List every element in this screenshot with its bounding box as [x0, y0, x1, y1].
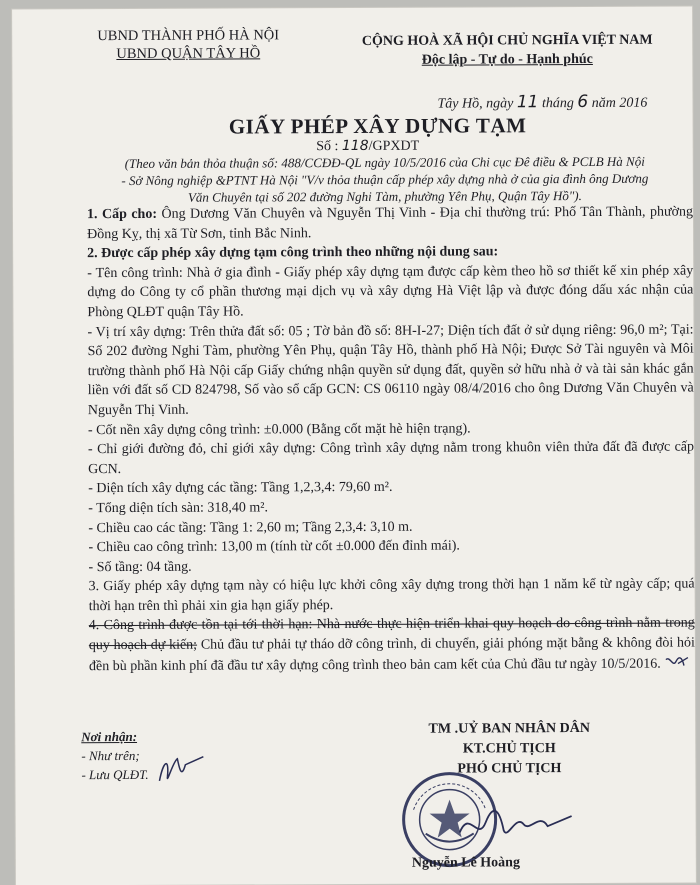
- number-value: 118: [341, 137, 369, 155]
- issuing-agency: [88, 26, 288, 63]
- national-motto: [312, 30, 700, 70]
- recipient-item: - Như trên;: [81, 747, 140, 764]
- section-2-item: - Tổng diện tích sàn: 318,40 m².: [88, 500, 269, 517]
- date-month: 6: [577, 91, 589, 113]
- section-2-item: - Chiều cao công trình: 13,00 m (tính từ cốt ±0.000 đến đỉnh mái).: [88, 538, 460, 556]
- section-4: [89, 614, 695, 676]
- date-year: năm 2016: [591, 95, 648, 111]
- issue-date: [437, 92, 647, 113]
- section-2-item: - Vị trí xây dựng: Trên thửa đất số: 05 ; Tờ bản đồ số: 8H-I-27; Diện tích đất ở sử dụng riêng: 96,0 m²; Tại: Số 202 đường Nghi Tàm, phường Yên Phụ, quận Tây Hồ, thành phố Hà Nội; Được Sở Tài nguyên và Môi trường thành phố Hà Nội cấp Giấy chứng nhận quyền sử dụng đất, quyền sở hữu nhà ở và tài sản khác gắn liền với đất số CD 824798, Số vào sổ cấp GCN: CS 06110 ngày 08/4/2016 cho ông Dương Văn Chuyên và Nguyễn Thị Vinh.: [87, 322, 694, 419]
- handwritten-signature-icon: [456, 802, 576, 847]
- basis-line: Văn Chuyên tại số 202 đường Nghi Tàm, phường Yên Phụ, Quận Tây Hồ").: [187, 188, 582, 205]
- document-page: [12, 7, 696, 885]
- basis-line: (Theo văn bản thỏa thuận số: 488/CCĐĐ-QL ngày 10/5/2016 của Chi cục Đê điều & PCLB Hà Nội: [124, 153, 645, 171]
- section-3: 3. Giấy phép xây dựng tạm này có hiệu lực khởi công xây dựng trong thời hạn 1 năm kể từ ngày cấp; quá thời hạn trên thì phải xin gia hạn giấy phép.: [88, 576, 695, 615]
- section-2-item: - Chiều cao các tầng: Tầng 1: 2,60 m; Tầng 2,3,4: 3,10 m.: [88, 519, 413, 536]
- section-2-heading: 2. Được cấp phép xây dựng tạm công trình theo những nội dung sau:: [87, 244, 499, 262]
- date-day: 11: [516, 92, 539, 113]
- handwritten-initial-icon: [155, 751, 207, 791]
- recipients: [81, 727, 148, 784]
- legal-basis: [85, 153, 685, 207]
- section-2-item: - Chỉ giới đường đỏ, chỉ giới xây dựng: Công trình xây dựng nằm trong khuôn viên thửa đất đã được cấp GCN.: [87, 439, 695, 477]
- section-4-text: Chủ đầu tư phải tự tháo dỡ công trình, di chuyển, giải phóng mặt bằng & không đòi hỏi đền bù phần kinh phí đã đầu tư xây dựng công trình theo bản cam kết của Chủ đầu tư ngày 10/5/2016.: [88, 635, 695, 674]
- section-1-text: Ông Dương Văn Chuyên và Nguyễn Thị Vinh - Địa chỉ thường trú: Phố Tân Thành, phường Đồng Kỵ, thị xã Từ Sơn, tỉnh Bắc Ninh.: [87, 204, 694, 242]
- section-4-struck-text: 4. Công trình được tồn tại tới thời hạn: Nhà nước thực hiện triển khai quy hoạch do công trình nằm trong quy hoạch dự kiến;: [88, 615, 695, 654]
- section-1-heading: 1. Cấp cho:: [86, 206, 158, 223]
- signer-line-2: KT.CHỦ TỊCH: [462, 741, 556, 757]
- section-2-item: - Cốt nền xây dựng công trình: ±0.000 (Bằng cốt mặt hè hiện trạng).: [87, 421, 471, 438]
- section-2-item: - Số tầng: 04 tầng.: [88, 559, 192, 575]
- recipient-item: - Lưu QLĐT.: [81, 766, 149, 783]
- date-month-label: tháng: [541, 96, 574, 112]
- permit-body: [87, 203, 695, 677]
- basis-line: - Sở Nông nghiệp &PTNT Hà Nội "V/v thỏa thuận cấp phép xây dựng nhà ở của gia đình ông Dương: [121, 170, 649, 189]
- agency-line-2: UBND QUẬN TÂY HỒ: [116, 45, 261, 63]
- agency-line-1: UBND THÀNH PHỐ HÀ NỘI: [97, 27, 280, 45]
- signer-line-1: TM .UỶ BAN NHÂN DÂN: [428, 720, 590, 737]
- signer-name: Nguyễn Lê Hoàng: [411, 855, 520, 871]
- nation-line-2: Độc lập - Tự do - Hạnh phúc: [421, 51, 593, 68]
- number-label: Số :: [316, 139, 339, 155]
- document-title: GIẤY PHÉP XÂY DỰNG TẠM: [228, 113, 527, 139]
- signer-line-3: PHÓ CHỦ TỊCH: [457, 761, 562, 777]
- section-2-item: - Tên công trình: Nhà ở gia đình - Giấy phép xây dựng tạm được cấp kèm theo hồ sơ thiết kế xin phép xây dựng do Công ty cổ phần thương mại dịch vụ và xây dựng Hà Việt lập và được đóng dấu xác nhận của Phòng QLĐT quận Tây Hồ.: [87, 263, 694, 321]
- section-2-item: - Diện tích xây dựng các tầng: Tầng 1,2,3,4: 79,60 m².: [88, 480, 393, 497]
- recipients-title: Nơi nhận:: [81, 728, 138, 745]
- handwritten-initial-icon: [664, 653, 690, 671]
- section-1: [87, 203, 693, 245]
- nation-line-1: CỘNG HOÀ XÃ HỘI CHỦ NGHĨA VIỆT NAM: [361, 32, 653, 49]
- date-prefix: Tây Hồ, ngày: [437, 96, 514, 112]
- number-suffix: /GPXDT: [368, 138, 420, 154]
